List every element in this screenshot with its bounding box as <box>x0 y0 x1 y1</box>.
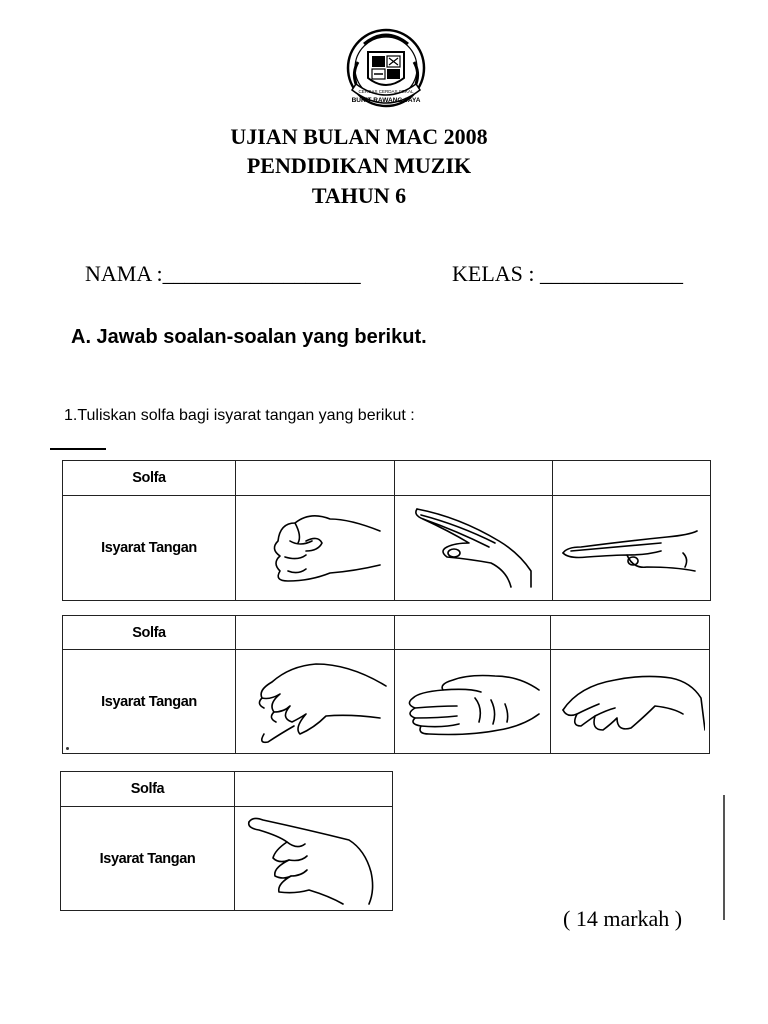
nama-blank[interactable]: __________________ <box>162 261 361 286</box>
isyarat-tangan-label: Isyarat Tangan <box>63 496 236 601</box>
isyarat-tangan-label: Isyarat Tangan <box>63 650 236 754</box>
solfa-answer-cell[interactable] <box>236 616 395 650</box>
answer-table-3 <box>60 771 393 911</box>
answer-table-2 <box>62 615 710 754</box>
solfa-answer-cell[interactable] <box>551 616 710 650</box>
slanted-flat-hand-icon <box>395 496 553 601</box>
answer-table-1 <box>62 460 711 601</box>
open-palm-hand-icon <box>395 650 551 754</box>
solfa-answer-cell[interactable] <box>236 461 395 496</box>
kelas-blank[interactable]: _____________ <box>540 261 683 286</box>
subject-title: PENDIDIKAN MUZIK <box>246 153 472 178</box>
crest-motto: CERGAS CERDAS CEKAL <box>358 89 414 94</box>
downward-cupped-hand-icon <box>236 650 395 754</box>
answer-underline <box>50 448 106 450</box>
closed-fist-hand-icon <box>236 496 395 601</box>
section-a-heading: A. Jawab soalan-soalan yang berikut. <box>71 326 427 348</box>
solfa-answer-cell[interactable] <box>395 616 551 650</box>
solfa-label: Solfa <box>63 616 236 650</box>
kelas-label: KELAS : <box>452 261 540 286</box>
kelas-field[interactable] <box>452 261 683 287</box>
solfa-answer-cell[interactable] <box>235 772 393 807</box>
solfa-answer-cell[interactable] <box>395 461 553 496</box>
school-crest-icon <box>334 22 438 120</box>
stray-mark <box>66 747 69 750</box>
solfa-answer-cell[interactable] <box>553 461 711 496</box>
question-1-text: 1.Tuliskan solfa bagi isyarat tangan yang berikut : <box>64 407 415 424</box>
nama-field[interactable] <box>85 261 361 287</box>
isyarat-tangan-label: Isyarat Tangan <box>61 807 235 911</box>
exam-title: UJIAN BULAN MAC 2008 <box>230 124 488 149</box>
pointing-finger-hand-icon <box>235 807 393 911</box>
total-marks: ( 14 markah ) <box>563 906 683 931</box>
year-title: TAHUN 6 <box>311 183 407 208</box>
crest-ribbon-text: BUKIT RAWANG JAYA <box>351 97 421 104</box>
nama-label: NAMA : <box>85 261 163 286</box>
solfa-label: Solfa <box>61 772 235 807</box>
drooping-hand-icon <box>551 650 710 754</box>
flat-hand-icon <box>553 496 711 601</box>
page-edge-line <box>723 795 725 920</box>
solfa-label: Solfa <box>63 461 236 496</box>
